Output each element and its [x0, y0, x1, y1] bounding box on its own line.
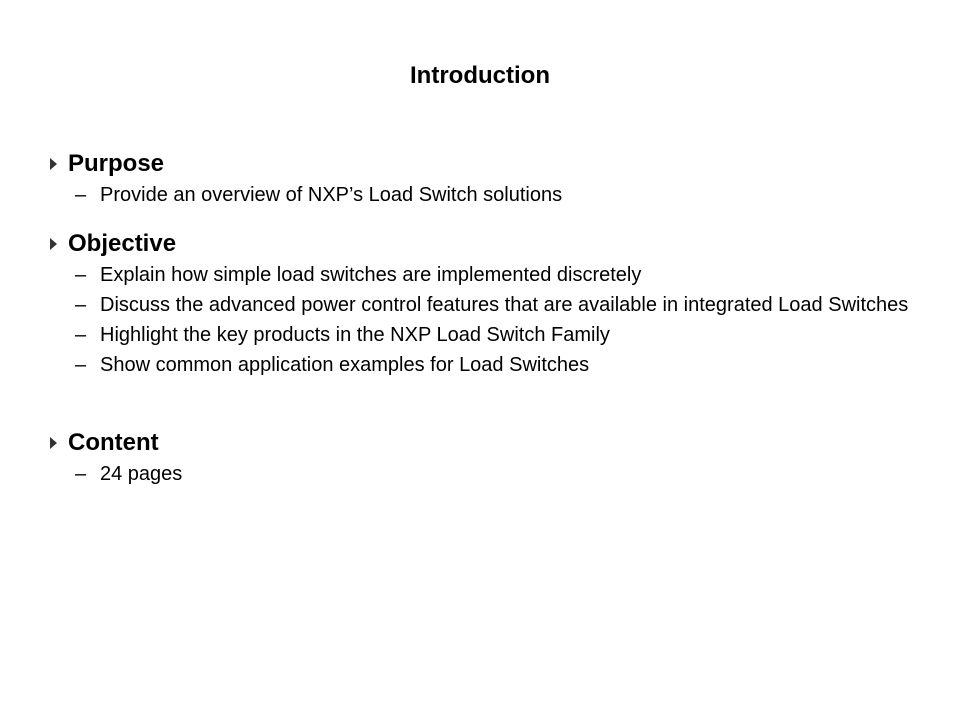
dash-marker: – — [75, 324, 87, 346]
section-objective — [48, 228, 928, 380]
list-item-text: Explain how simple load switches are implemented discretely — [100, 264, 642, 286]
dash-marker: – — [75, 184, 87, 206]
list-item — [75, 180, 928, 210]
triangle-right-icon — [50, 158, 57, 170]
list-item — [75, 320, 928, 350]
section-heading-objective: Objective — [68, 230, 177, 257]
list-item-text: Show common application examples for Load Switches — [100, 354, 590, 376]
section-heading-content: Content — [68, 429, 159, 456]
bullet-list — [48, 180, 928, 210]
section-heading-row — [48, 427, 928, 459]
list-item — [75, 290, 928, 320]
section-heading-row — [48, 228, 928, 260]
list-item-text: Provide an overview of NXP’s Load Switch solutions — [100, 184, 563, 206]
dash-marker: – — [75, 294, 87, 316]
list-item — [75, 459, 928, 489]
triangle-right-icon — [50, 238, 57, 250]
section-heading-row — [48, 148, 928, 180]
dash-marker: – — [75, 354, 87, 376]
dash-marker: – — [75, 264, 87, 286]
triangle-right-icon — [50, 437, 57, 449]
list-item-text: Discuss the advanced power control features that are available in integrated Load Switches — [100, 294, 909, 316]
list-item — [75, 260, 928, 290]
section-purpose — [48, 148, 928, 210]
dash-marker: – — [75, 463, 87, 485]
section-content — [48, 427, 928, 489]
list-item-text: 24 pages — [100, 463, 183, 485]
list-item-text: Highlight the key products in the NXP Load Switch Family — [100, 324, 610, 346]
section-heading-purpose: Purpose — [68, 150, 165, 177]
list-item — [75, 350, 928, 380]
bullet-list — [48, 459, 928, 489]
bullet-list — [48, 260, 928, 380]
slide-title: Introduction — [410, 62, 550, 89]
